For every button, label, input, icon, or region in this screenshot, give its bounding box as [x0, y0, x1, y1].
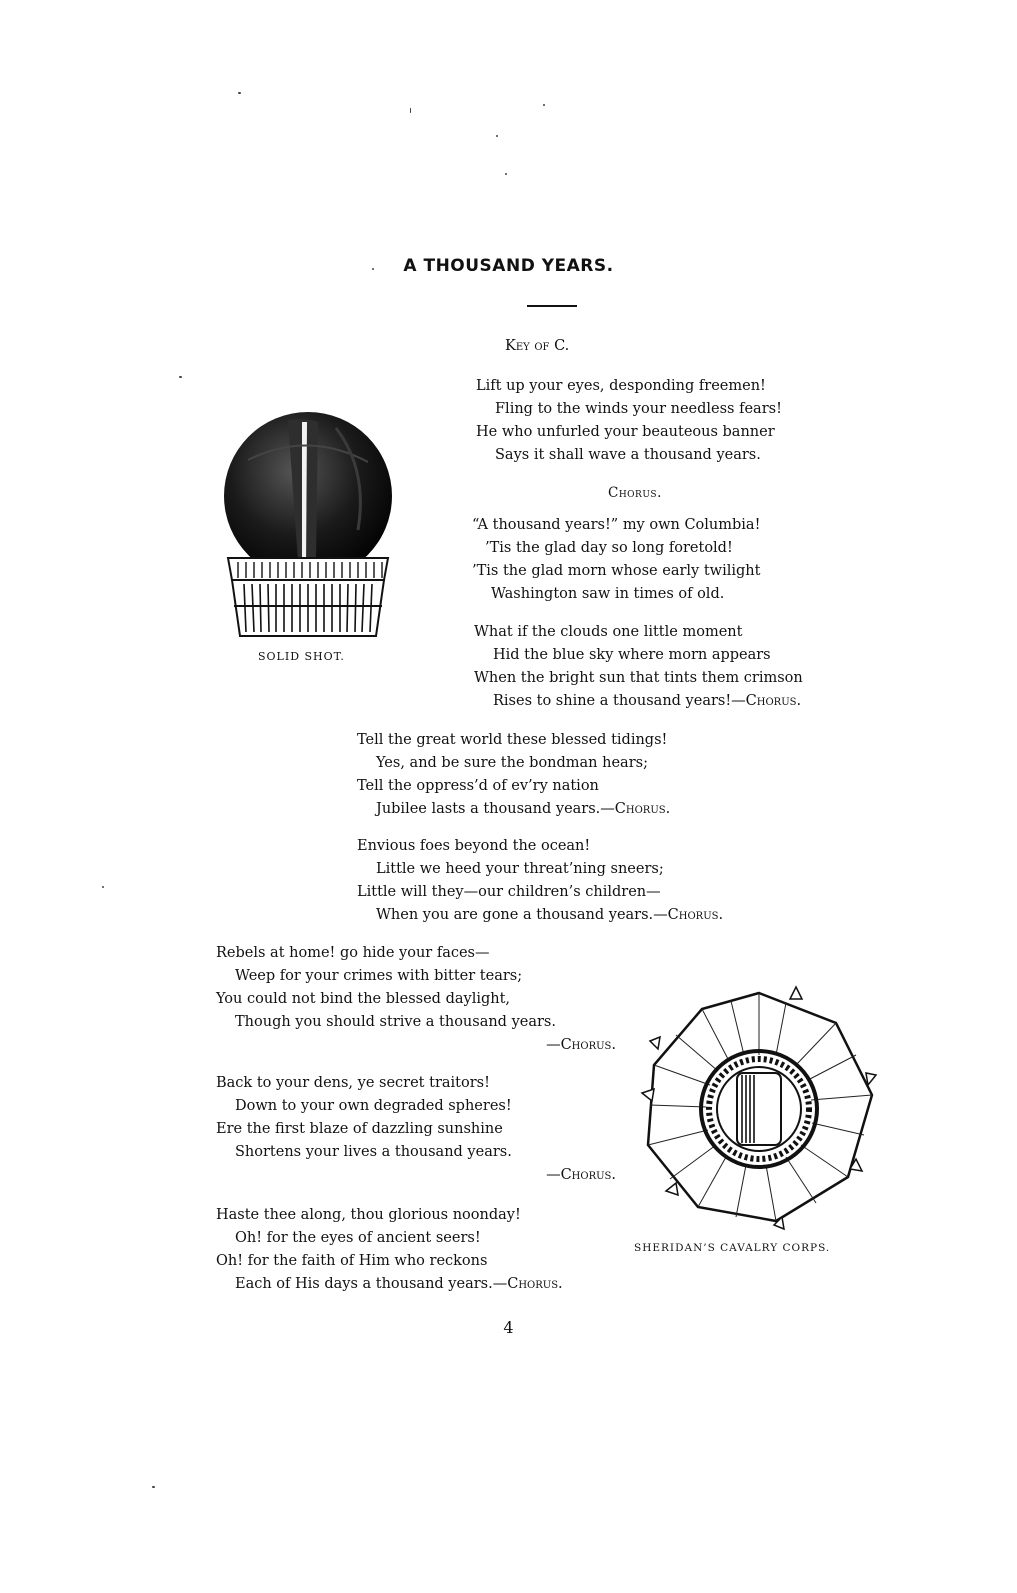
verse-line: Yes, and be sure the bondman hears;: [376, 755, 648, 771]
title-rule: [527, 305, 577, 307]
verse-line: Jubilee lasts a thousand years.—Chorus.: [376, 801, 671, 817]
verse-line: Rises to shine a thousand years!—Chorus.: [493, 693, 802, 709]
verse-line: Tell the oppress’d of ev’ry nation: [357, 778, 599, 794]
verse-line: Little we heed your threat’ning sneers;: [376, 861, 664, 877]
verse-line: Shortens your lives a thousand years.: [235, 1144, 512, 1160]
verse-line: Fling to the winds your needless fears!: [495, 401, 782, 417]
verse-line: Says it shall wave a thousand years.: [495, 447, 761, 463]
stanza-5: [216, 942, 616, 1057]
stanza-7: [216, 1204, 563, 1296]
cavalry-corps-badge-illustration: [636, 985, 882, 1231]
verse-line: Envious foes beyond the ocean!: [357, 838, 591, 854]
page-number: 4: [503, 1318, 514, 1337]
verse-line: Little will they—our children’s children—: [357, 884, 661, 900]
verse-line: Each of His days a thousand years.—Chorus.: [235, 1276, 563, 1292]
verse-line: Oh! for the faith of Him who reckons: [216, 1253, 488, 1269]
verse-line: What if the clouds one little moment: [474, 624, 743, 640]
cavalry-corps-caption: SHERIDAN’S CAVALRY CORPS.: [634, 1242, 831, 1254]
chorus-line: ’Tis the glad day so long foretold!: [485, 540, 733, 556]
chorus-line: ’Tis the glad morn whose early twilight: [472, 563, 761, 579]
print-speck: [238, 92, 241, 94]
print-speck: [410, 108, 411, 113]
chorus-line: Washington saw in times of old.: [491, 586, 725, 602]
verse-line: Down to your own degraded spheres!: [235, 1098, 512, 1114]
chorus: [472, 514, 760, 606]
chorus-tag: —Chorus.: [653, 907, 724, 923]
stanza-6: [216, 1072, 616, 1187]
verse-line: Oh! for the eyes of ancient seers!: [235, 1230, 481, 1246]
print-speck: [505, 173, 507, 175]
verse-line: When you are gone a thousand years.—Chorus.: [376, 907, 724, 923]
chorus-tag: —Chorus.: [492, 1276, 563, 1292]
song-key: Key of C.: [505, 338, 570, 354]
song-title: A THOUSAND YEARS.: [403, 256, 614, 276]
chorus-line: “A thousand years!” my own Columbia!: [472, 517, 761, 533]
verse-line: Tell the great world these blessed tidings!: [357, 732, 668, 748]
verse-line: When the bright sun that tints them crimson: [474, 670, 803, 686]
stanza-2: [474, 621, 803, 713]
stanza-4: [357, 835, 723, 927]
solid-shot-caption: SOLID SHOT.: [258, 650, 345, 663]
verse-line: Back to your dens, ye secret traitors!: [216, 1075, 490, 1091]
print-speck: [496, 135, 498, 137]
stanza-1: [476, 375, 782, 467]
verse-line: Rebels at home! go hide your faces—: [216, 945, 490, 961]
verse-line: You could not bind the blessed daylight,: [216, 991, 511, 1007]
chorus-heading: Chorus.: [608, 485, 662, 501]
print-speck: [152, 1486, 155, 1488]
chorus-tag: —Chorus.: [546, 1167, 616, 1183]
solid-shot-illustration: [218, 410, 398, 642]
verse-line: Hid the blue sky where morn appears: [493, 647, 771, 663]
verse-line: Though you should strive a thousand years.: [235, 1014, 556, 1030]
verse-line: Ere the first blaze of dazzling sunshine: [216, 1121, 503, 1137]
verse-line: Haste thee along, thou glorious noonday!: [216, 1207, 521, 1223]
stanza-3: [357, 729, 670, 821]
chorus-tag: —Chorus.: [546, 1037, 616, 1053]
print-speck: [543, 104, 545, 106]
verse-line: Lift up your eyes, desponding freemen!: [476, 378, 766, 394]
chorus-tag: —Chorus.: [731, 693, 802, 709]
chorus-tag: —Chorus.: [600, 801, 671, 817]
verse-line: He who unfurled your beauteous banner: [476, 424, 775, 440]
print-speck: [179, 376, 182, 378]
verse-line: Weep for your crimes with bitter tears;: [235, 968, 523, 984]
print-speck: [102, 886, 104, 888]
